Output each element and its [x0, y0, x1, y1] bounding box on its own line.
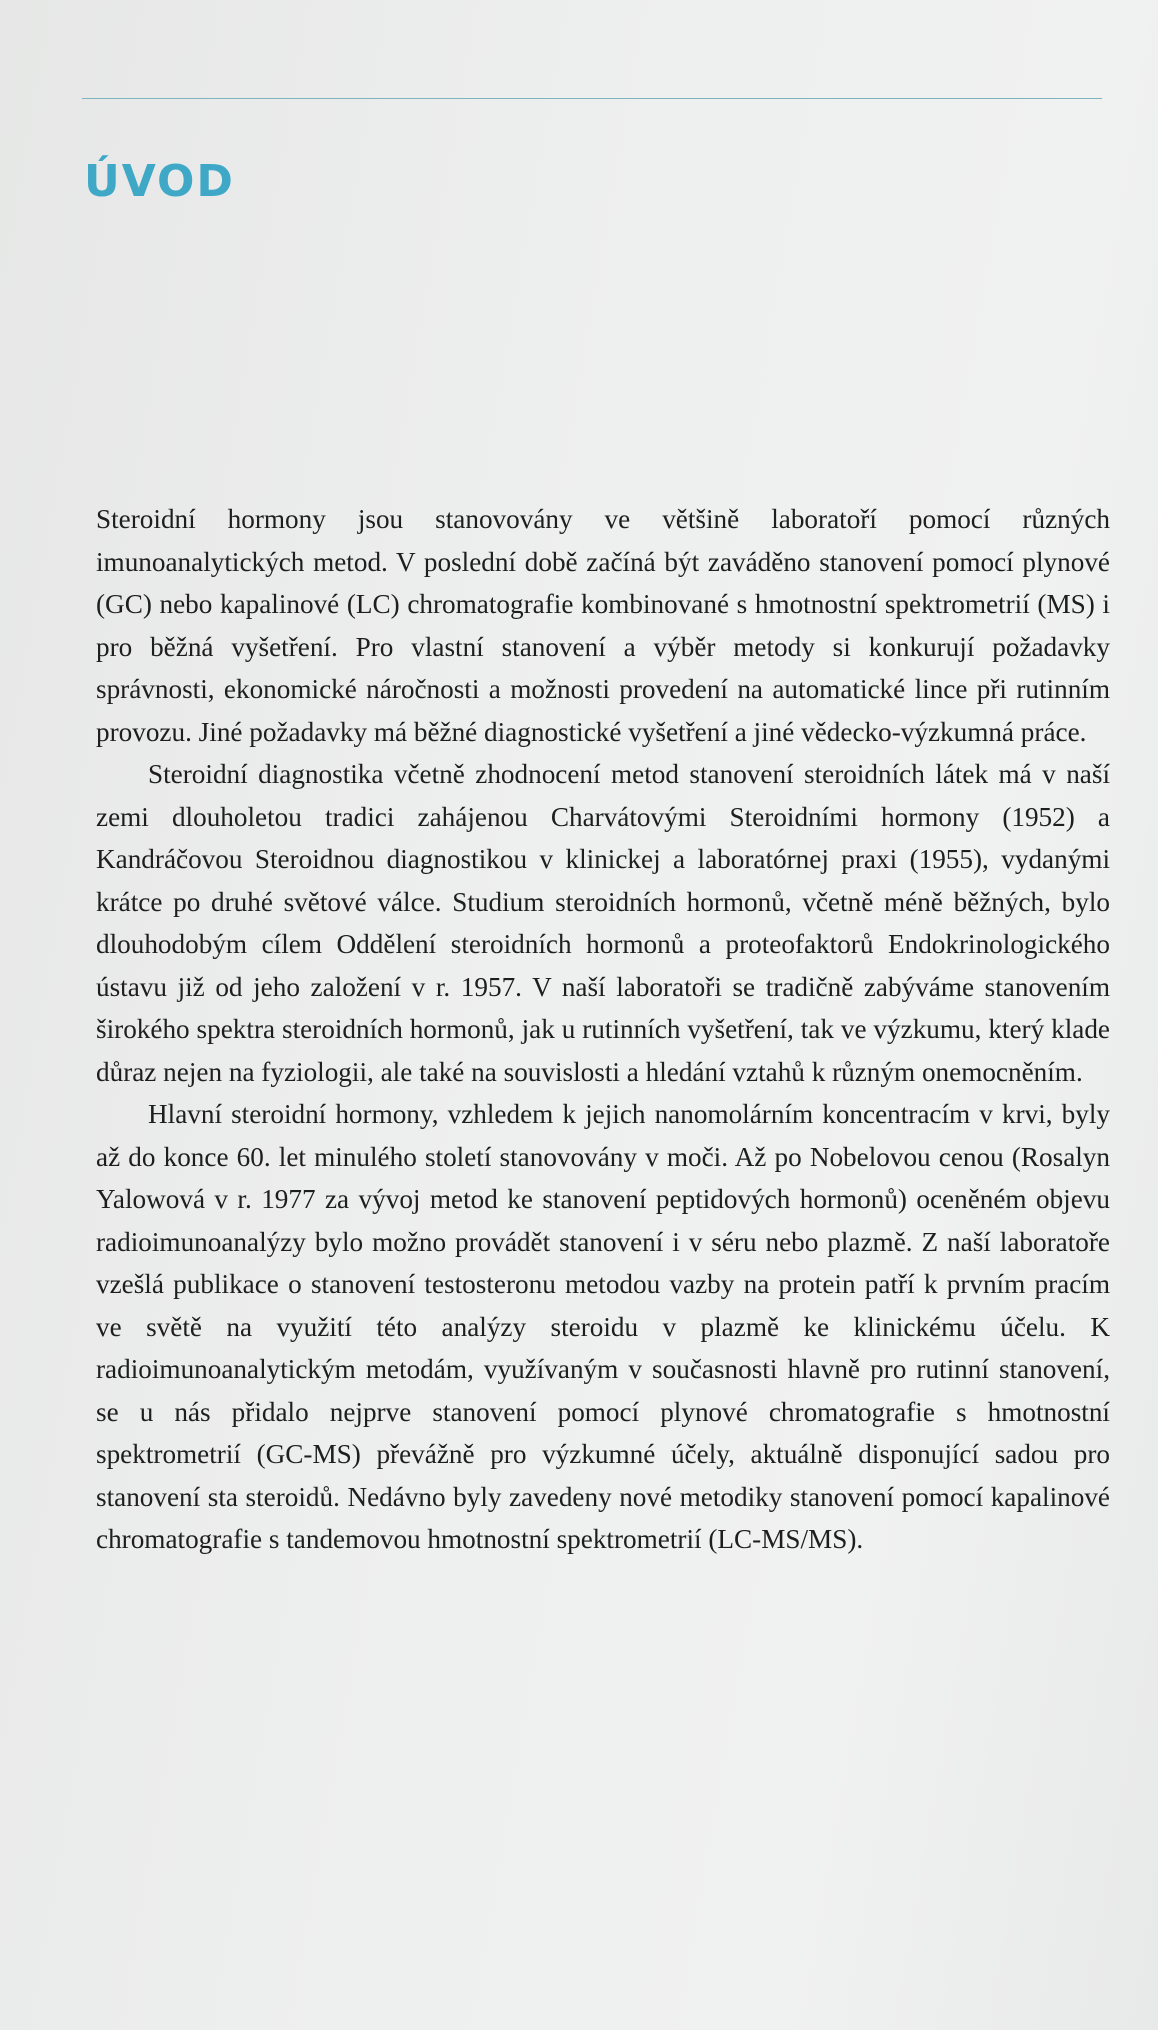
chapter-heading: ÚVOD — [84, 156, 235, 207]
paragraph-2: Steroidní diagnostika včetně zhodnocení metod stanovení steroidních látek má v naší zemi dlouholetou tradici zahájenou Charvátovými Steroidními hormony (1952) a Kandráčovou Steroidnou diagnostikou v klinickej a laboratórnej praxi (1955), vydanými krátce po druhé světové válce. Studium steroidních hormonů, včetně méně běžných, bylo dlouhodobým cílem Oddělení steroidních hormonů a proteofaktorů Endokrinologického ústavu již od jeho založení v r. 1957. V naší laboratoři se tradičně zabýváme stanovením širokého spektra steroidních hormonů, jak u rutinních vyšetření, tak ve výzkumu, který klade důraz nejen na fyziologii, ale také na souvislosti a hledání vztahů k různým onemocněním. — [96, 759, 1110, 1087]
header-rule — [82, 98, 1102, 99]
paragraph-3: Hlavní steroidní hormony, vzhledem k jejich nanomolárním koncentracím v krvi, byly až do konce 60. let minulého století stanovovány v moči. Až po Nobelovou cenou (Rosalyn Yalowová v r. 1977 za vývoj metod ke stanovení peptidových hormonů) oceněném objevu radioimunoanalýzy bylo možno provádět stanovení i v séru nebo plazmě. Z naší laboratoře vzešlá publikace o stanovení testosteronu metodou vazby na protein patří k prvním pracím ve světě na využití této analýzy steroidu v plazmě ke klinickému účelu. K radioimunoanalytickým metodám, využívaným v současnosti hlavně pro rutinní stanovení, se u nás přidalo nejprve stanovení pomocí plynové chromatografie s hmotnostní spektrometrií (GC-MS) převážně pro výzkumné účely, aktuálně disponující sadou pro stanovení sta steroidů. Nedávno byly zavedeny nové metodiky stanovení pomocí kapalinové chromatografie s tandemovou hmotnostní spektrometrií (LC-MS/MS). — [96, 1099, 1110, 1554]
body-text — [96, 498, 1110, 1561]
paragraph-1: Steroidní hormony jsou stanovovány ve většině laboratoří pomocí různých imunoanalytických metod. V poslední době začíná být zaváděno stanovení pomocí plynové (GC) nebo kapalinové (LC) chromatografie kombinované s hmotnostní spektrometrií (MS) i pro běžná vyšetření. Pro vlastní stanovení a výběr metody si konkurují požadavky správnosti, ekonomické náročnosti a možnosti provedení na automatické lince při rutinním provozu. Jiné požadavky má běžné diagnostické vyšetření a jiné vědecko-výzkumná práce. — [96, 504, 1110, 747]
